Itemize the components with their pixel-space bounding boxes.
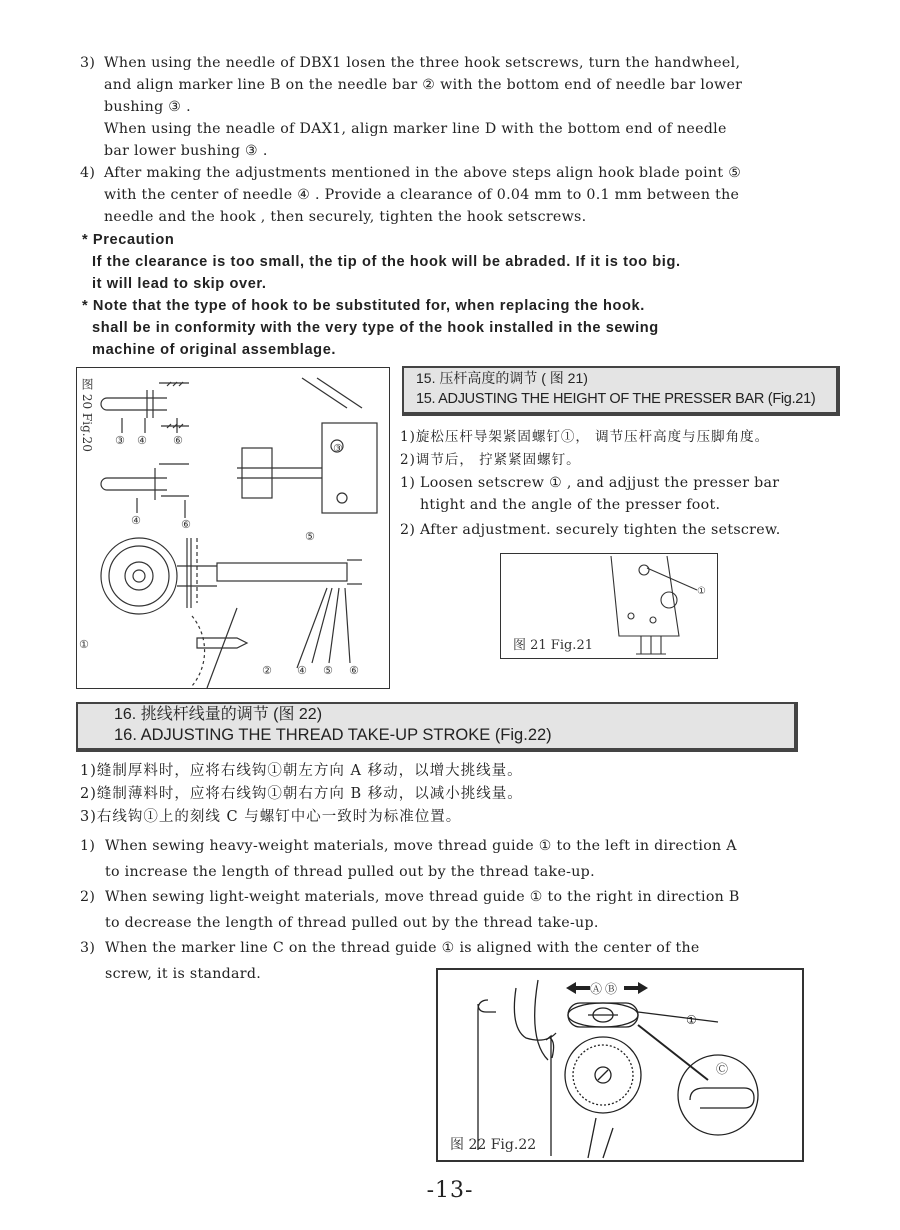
item-line: After adjustment. securely tighten the setscrew. — [420, 522, 781, 538]
fig20-label-3b: ③ — [333, 442, 343, 455]
item-line: Loosen setscrew ① , and adjjust the presser bar — [420, 475, 780, 491]
item-number: 2) — [80, 889, 96, 905]
note — [82, 295, 782, 361]
section16-heading — [76, 702, 798, 752]
fig20-label-3: ③ — [115, 434, 125, 447]
fig22-caption: 图 22 Fig.22 — [450, 1137, 537, 1153]
step-3 — [80, 52, 780, 162]
fig20-label-6c: ⑥ — [349, 664, 359, 677]
fig20-caption: 图 20 Fig.20 — [80, 378, 94, 452]
precaution-line: it will lead to skip over. — [92, 276, 267, 292]
step-line: When using the neadle of DAX1, align marker line D with the bottom end of needle — [104, 121, 727, 137]
fig20-label-2: ② — [262, 664, 272, 677]
section16-title-zh: 16. 挑线杆线量的调节 (图 22) — [114, 706, 323, 723]
item-number: 1) — [80, 838, 96, 854]
step-line: and align marker line B on the needle bar ② with the bottom end of needle bar lower — [104, 77, 743, 93]
section16-en-item-2 — [80, 885, 780, 936]
fig20-drawing — [77, 368, 389, 688]
step-line: bar lower bushing ③ . — [104, 143, 268, 159]
zh-line: 2)调节后， 拧紧紧固螺钉。 — [400, 452, 581, 468]
fig22-label-a: Ⓐ — [590, 982, 603, 996]
note-line: * Note that the type of hook to be substituted for, when replacing the hook. — [82, 298, 645, 314]
fig21-label-1: ① — [697, 586, 706, 597]
step-number: 4) — [80, 165, 96, 181]
page-number: -13- — [426, 1178, 474, 1203]
fig21-frame — [500, 553, 718, 659]
fig21-caption: 图 21 Fig.21 — [513, 638, 593, 653]
fig20-label-6: ⑥ — [173, 434, 183, 447]
item-line: to decrease the length of thread pulled out by the thread take-up. — [105, 914, 599, 931]
fig20-label-5: ⑤ — [323, 664, 333, 677]
section16-title-en: 16. ADJUSTING THE THREAD TAKE-UP STROKE (Fig.22) — [114, 726, 552, 744]
fig20-label-5b: ⑤ — [305, 530, 315, 543]
item-line: When sewing light-weight materials, move thread guide ① to the right in direction B — [105, 889, 740, 905]
fig22-label-guide: ① — [686, 1013, 697, 1027]
item-line: screw, it is standard. — [105, 965, 262, 982]
section16-en-item-1 — [80, 834, 780, 885]
zh-line: 3)右线钩①上的刻线 C 与螺钉中心一致时为标准位置。 — [80, 809, 462, 825]
fig22-frame — [436, 968, 804, 1162]
precaution-title: * Precaution — [82, 232, 175, 248]
precaution-line: If the clearance is too small, the tip of the hook will be abraded. If it is too big. — [92, 254, 681, 270]
step-4 — [80, 162, 780, 228]
fig20-label-4: ④ — [137, 434, 147, 447]
section16-zh-text — [80, 760, 800, 829]
item-number: 2) — [400, 522, 416, 538]
step-line: bushing ③ . — [104, 99, 191, 115]
item-number: 1) — [400, 475, 416, 491]
step-line: When using the needle of DBX1 losen the three hook setscrews, turn the handwheel, — [104, 55, 741, 71]
fig20-label-4c: ④ — [297, 664, 307, 677]
precaution — [82, 229, 782, 295]
fig22-label-b: Ⓑ — [605, 982, 618, 996]
section15-title-en: 15. ADJUSTING THE HEIGHT OF THE PRESSER BAR (Fig.21) — [416, 391, 816, 407]
item-number: 3) — [80, 940, 96, 956]
fig20-label-6b: ⑥ — [181, 518, 191, 531]
section15-heading — [402, 366, 840, 416]
item-line: htight and the angle of the presser foot. — [420, 497, 721, 513]
step-line: After making the adjustments mentioned in the above steps align hook blade point ⑤ — [104, 165, 742, 181]
note-line: shall be in conformity with the very type of the hook installed in the sewing — [92, 320, 659, 336]
step-line: with the center of needle ④ . Provide a clearance of 0.04 mm to 0.1 mm between the — [104, 187, 740, 203]
item-line: When sewing heavy-weight materials, move thread guide ① to the left in direction A — [105, 838, 737, 854]
fig20-frame — [76, 367, 390, 689]
item-line: to increase the length of thread pulled out by the thread take-up. — [105, 863, 595, 880]
section15-title-zh: 15. 压杆高度的调节 ( 图 21) — [416, 370, 588, 386]
zh-line: 1)缝制厚料时，应将右线钩①朝左方向 A 移动，以增大挑线量。 — [80, 763, 523, 779]
section15-en-item-1 — [400, 472, 810, 516]
step-line: needle and the hook , then securely, tighten the hook setscrews. — [104, 209, 587, 225]
fig22-drawing — [438, 970, 802, 1160]
zh-line: 2)缝制薄料时，应将右线钩①朝右方向 B 移动，以减小挑线量。 — [80, 786, 523, 802]
fig20-label-4b: ④ — [131, 514, 141, 527]
step-number: 3) — [80, 55, 96, 71]
note-line: machine of original assemblage. — [92, 342, 337, 358]
fig20-label-1: ① — [79, 638, 89, 651]
item-line: When the marker line C on the thread guide ① is aligned with the center of the — [105, 940, 700, 956]
fig22-label-c: Ⓒ — [716, 1062, 729, 1076]
section15-en-item-2 — [400, 519, 810, 541]
section15-zh-text — [400, 426, 840, 472]
zh-line: 1)旋松压杆导架紧固螺钉①， 调节压杆高度与压脚角度。 — [400, 429, 770, 445]
